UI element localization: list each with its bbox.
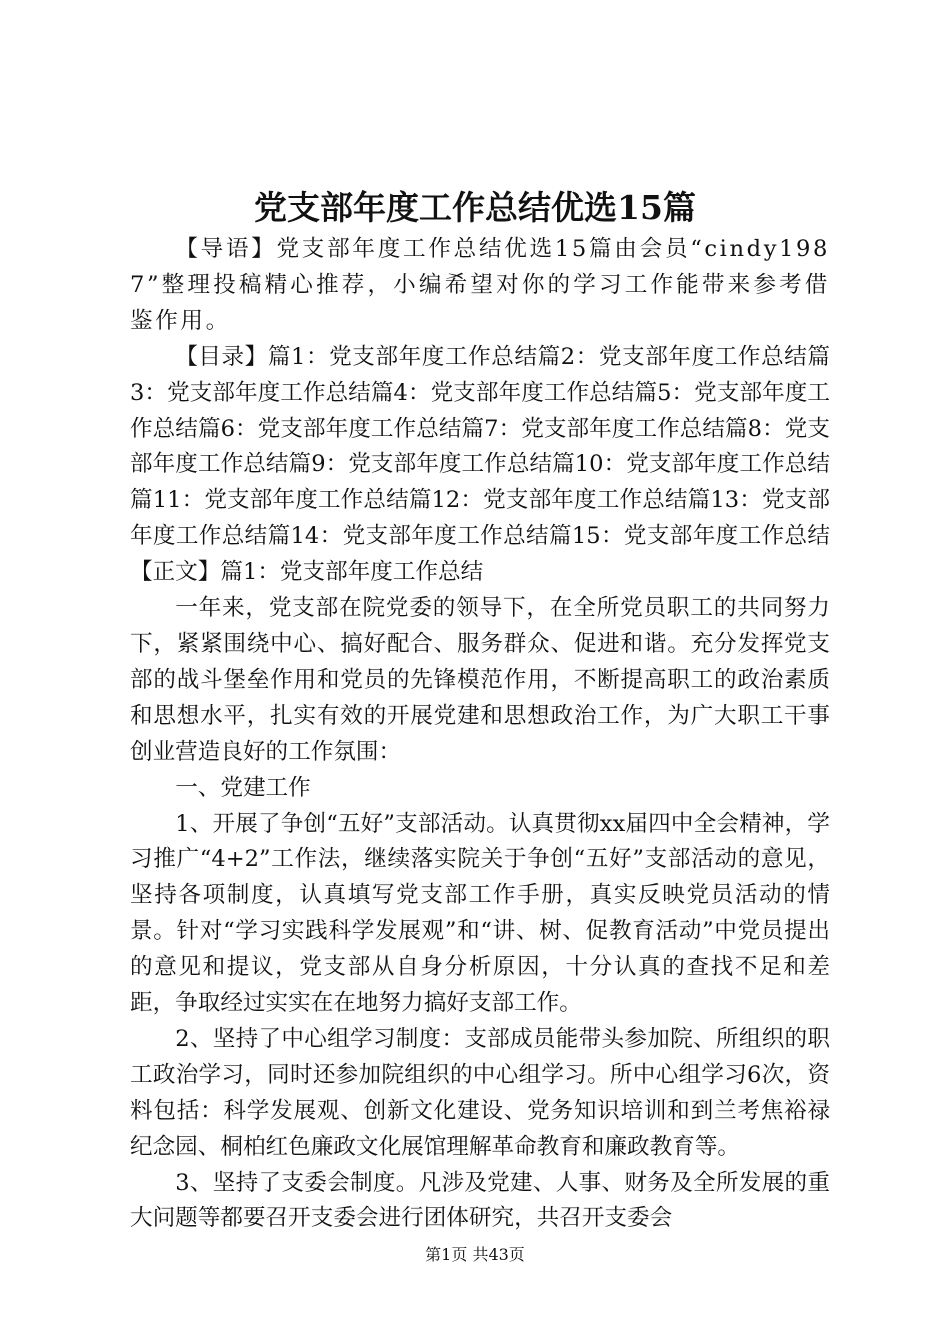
body-paragraph: 3、坚持了支委会制度。凡涉及党建、人事、财务及全所发展的重大问题等都要召开支委会进行团体研究，共召开支委会: [130, 1169, 830, 1232]
body-paragraph: 1、开展了争创“五好”支部活动。认真贯彻xx届四中全会精神，学习推广“4+2”工作法，继续落实院关于争创“五好”支部活动的意见，坚持各项制度，认真填写党支部工作手册，真实反映党员活动的情景。针对“学习实践科学发展观”和“讲、树、促教育活动”中党员提出的意见和提议，党支部从自身分析原因，十分认真的查找不足和差距，争取经过实实在在地努力搞好支部工作。: [130, 810, 830, 1017]
document-body: [130, 232, 830, 1237]
body-paragraph: 2、坚持了中心组学习制度：支部成员能带头参加院、所组织的职工政治学习，同时还参加院组织的中心组学习。所中心组学习6次，资料包括：科学发展观、创新文化建设、党务知识培训和到兰考焦裕禄纪念园、桐柏红色廉政文化展馆理解革命教育和廉政教育等。: [130, 1025, 830, 1160]
contents-paragraph: 【目录】篇1：党支部年度工作总结篇2：党支部年度工作总结篇3：党支部年度工作总结篇4：党支部年度工作总结篇5：党支部年度工作总结篇6：党支部年度工作总结篇7：党支部年度工作总结篇8：党支部年度工作总结篇9：党支部年度工作总结篇10：党支部年度工作总结篇11：党支部年度工作总结篇12：党支部年度工作总结篇13：党支部年度工作总结篇14：党支部年度工作总结篇15：党支部年度工作总结【正文】篇1：党支部年度工作总结: [130, 343, 830, 586]
document-title: 党支部年度工作总结优选15篇: [254, 188, 696, 227]
section-heading: 一、党建工作: [175, 774, 311, 801]
page-number: 第1页 共43页: [425, 1245, 525, 1264]
body-paragraph: 一年来，党支部在院党委的领导下，在全所党员职工的共同努力下，紧紧围绕中心、搞好配合、服务群众、促进和谐。充分发挥党支部的战斗堡垒作用和党员的先锋模范作用，不断提高职工的政治素质和思想水平，扎实有效的开展党建和思想政治工作，为广大职工干事创业营造良好的工作氛围：: [130, 595, 830, 765]
intro-paragraph: 【导语】党支部年度工作总结优选15篇由会员“cindy1987”整理投稿精心推荐，小编希望对你的学习工作能带来参考借鉴作用。: [130, 236, 830, 334]
